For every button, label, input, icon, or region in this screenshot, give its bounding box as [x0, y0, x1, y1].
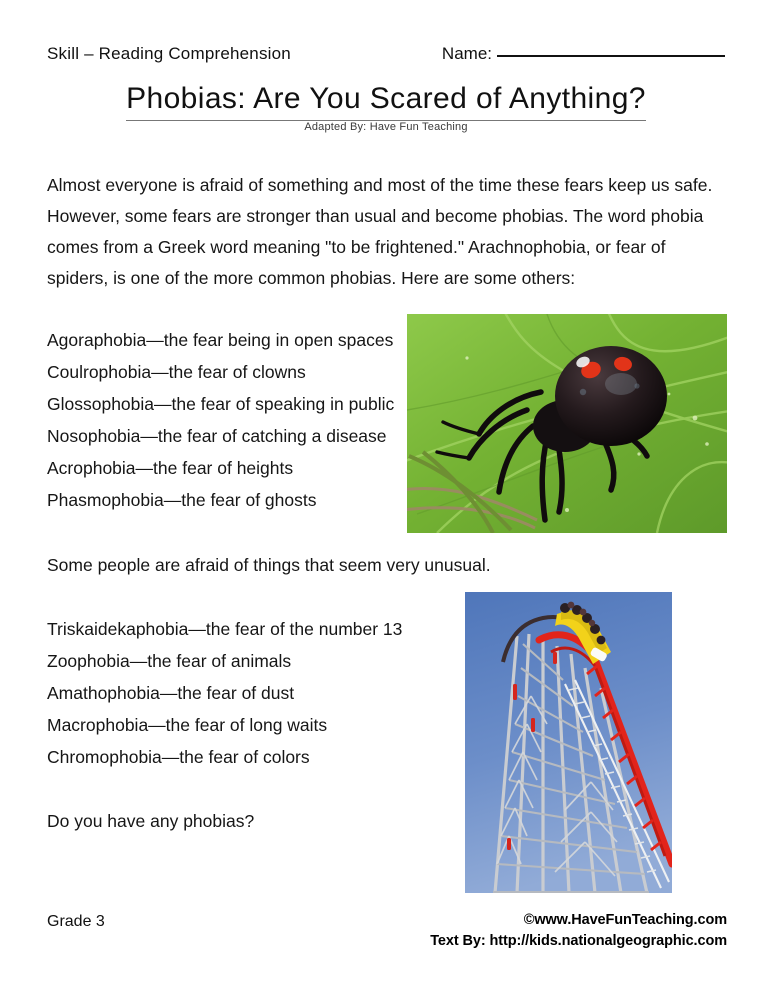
- list-item: Triskaidekaphobia—the fear of the number 13: [47, 619, 403, 639]
- page-subtitle: Adapted By: Have Fun Teaching: [304, 121, 468, 133]
- skill-label: Skill – Reading Comprehension: [47, 44, 291, 63]
- spider-photo: [407, 314, 727, 533]
- phobia-list-two: [47, 613, 402, 773]
- roller-coaster-illustration: [465, 592, 672, 893]
- name-input-line[interactable]: [497, 54, 725, 57]
- page-title: Phobias: Are You Scared of Anything?: [126, 82, 646, 121]
- list-item: Nosophobia—the fear of catching a disease: [47, 426, 387, 446]
- list-item: Acrophobia—the fear of heights: [47, 458, 294, 478]
- list-item: Macrophobia—the fear of long waits: [47, 715, 328, 735]
- middle-paragraph: [47, 550, 733, 581]
- intro-line: spiders, is one of the more common phobias. Here are some others:: [47, 268, 576, 288]
- closing-question: Do you have any phobias?: [47, 811, 255, 831]
- text-source-line[interactable]: Text By: http://kids.nationalgeographic.com: [430, 933, 727, 949]
- intro-line: Almost everyone is afraid of something and most of the time these fears keep us safe.: [47, 175, 713, 195]
- name-label: Name:: [441, 44, 492, 63]
- roller-coaster-photo: [465, 592, 672, 893]
- middle-text: Some people are afraid of things that seem very unusual.: [47, 555, 491, 575]
- list-item: Coulrophobia—the fear of clowns: [47, 362, 306, 382]
- page-title-wrap: [0, 82, 772, 121]
- list-item: Zoophobia—the fear of animals: [47, 651, 292, 671]
- list-item: Chromophobia—the fear of colors: [47, 747, 310, 767]
- name-field-group: [442, 44, 725, 64]
- worksheet-header: [47, 44, 725, 70]
- spider-illustration: [407, 314, 727, 533]
- list-item: Agoraphobia—the fear being in open spaces: [47, 330, 394, 350]
- copyright-line: ©www.HaveFunTeaching.com: [523, 912, 727, 928]
- intro-line: comes from a Greek word meaning "to be frightened." Arachnophobia, or fear of: [47, 237, 666, 257]
- list-item: Amathophobia—the fear of dust: [47, 683, 295, 703]
- intro-line: However, some fears are stronger than usual and become phobias. The word phobia: [47, 206, 704, 226]
- intro-paragraph: [47, 170, 733, 294]
- grade-label: Grade 3: [47, 913, 105, 930]
- phobia-list-one: [47, 324, 394, 516]
- list-item: Glossophobia—the fear of speaking in public: [47, 394, 395, 414]
- footer-credits: [430, 910, 727, 952]
- list-item: Phasmophobia—the fear of ghosts: [47, 490, 317, 510]
